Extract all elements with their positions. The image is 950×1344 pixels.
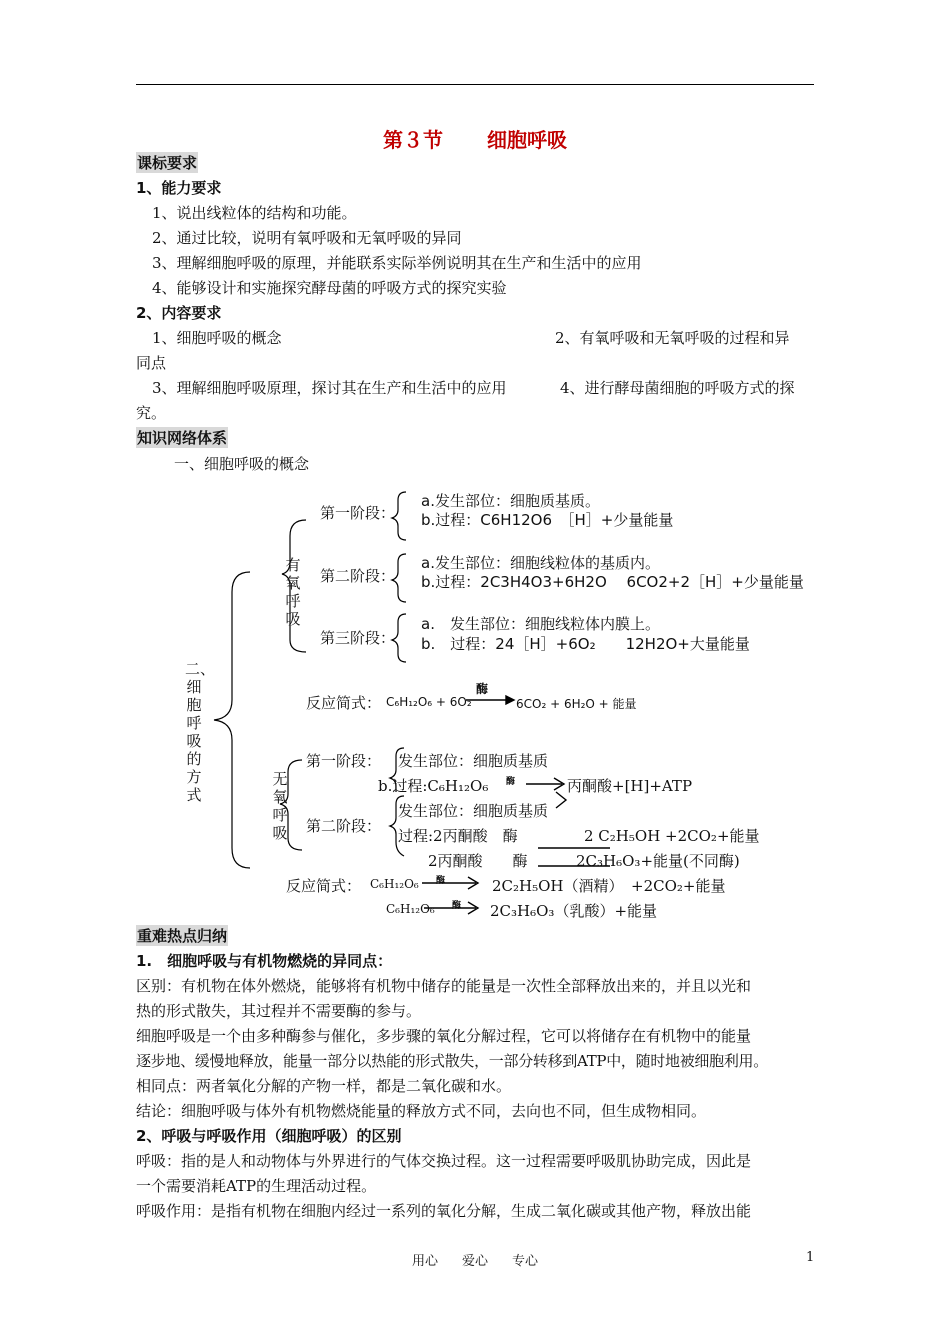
point1-heading: 1. 细胞呼吸与有机物燃烧的异同点： bbox=[136, 952, 393, 970]
modes-label: 二、细胞呼吸的方式 bbox=[185, 660, 216, 804]
content-item-4-cont: 究。 bbox=[136, 404, 167, 422]
ability-item-2: 2、通过比较，说明有氧呼吸和无氧呼吸的异同 bbox=[152, 229, 462, 247]
title-section-number: 第３节 bbox=[383, 128, 443, 152]
anaerobic-stage1-name: 第一阶段： bbox=[306, 752, 382, 770]
aerobic-stage2-name: 第二阶段： bbox=[320, 567, 396, 585]
aerobic-label: 有氧呼吸 bbox=[285, 556, 301, 628]
footer-word-3: 专心 bbox=[512, 1254, 539, 1269]
aerobic-summary-enzyme: 酶 bbox=[476, 682, 489, 696]
aerobic-stage3-site: a. 发生部位：细胞线粒体内膜上。 bbox=[421, 615, 660, 633]
point2-para1: 呼吸：指的是人和动物体与外界进行的气体交换过程。这一过程需要呼吸肌协助完成，因此是 bbox=[136, 1152, 752, 1170]
footer-word-2: 爱心 bbox=[461, 1254, 488, 1269]
anaerobic-stage2-products-2: 2C₃H₆O₃+能量(不同酶) bbox=[576, 852, 740, 870]
anaerobic-stage2-process-2: 2丙酮酸 酶 bbox=[428, 852, 528, 870]
footer-word-1: 用心 bbox=[411, 1254, 438, 1269]
point1-para3: 相同点：两者氧化分解的产物一样，都是二氧化碳和水。 bbox=[136, 1077, 512, 1095]
aerobic-stage1-site: a.发生部位：细胞质基质。 bbox=[421, 492, 600, 510]
concept-title: 一、细胞呼吸的概念 bbox=[174, 455, 310, 473]
point1-para4: 结论：细胞呼吸与体外有机物燃烧能量的释放方式不同，去向也不同，但生成物相同。 bbox=[136, 1102, 707, 1120]
anaerobic-stage2-site: 发生部位：细胞质基质 bbox=[398, 802, 549, 820]
point1-para1: 区别：有机物在体外燃烧，能够将有机物中储存的能量是一次性全部释放出来的，并且以光和 bbox=[136, 977, 752, 995]
point1-para2: 细胞呼吸是一个由多种酶参与催化，多步骤的氧化分解过程，它可以将储存在有机物中的能量 bbox=[136, 1027, 752, 1045]
curriculum-heading: 课标要求 bbox=[137, 154, 198, 172]
point2-para1-cont: 一个需要消耗ATP的生理活动过程。 bbox=[136, 1177, 377, 1195]
aerobic-stage2-process: b.过程：2C3H4O3+6H2O 6CO2+2［H］+少量能量 bbox=[421, 573, 804, 591]
content-heading: 2、内容要求 bbox=[136, 304, 222, 322]
anaerobic-eq1-reactant: C₆H₁₂O₆ bbox=[370, 877, 419, 891]
aerobic-stage3-name: 第三阶段： bbox=[320, 629, 396, 647]
anaerobic-stage1-site: 发生部位：细胞质基质 bbox=[398, 752, 549, 770]
ability-heading: 1、能力要求 bbox=[136, 179, 222, 197]
anaerobic-stage2-process-1: 过程:2丙酮酸 酶 bbox=[398, 827, 518, 845]
aerobic-stage2-site: a.发生部位：细胞线粒体的基质内。 bbox=[421, 554, 660, 572]
anaerobic-stage1-products: 丙酮酸+[H]+ATP bbox=[567, 777, 693, 795]
content-item-4: 4、进行酵母菌细胞的呼吸方式的探 bbox=[560, 379, 795, 397]
content-item-3: 3、理解细胞呼吸原理，探讨其在生产和生活中的应用 bbox=[152, 379, 507, 397]
content-item-2-cont: 同点 bbox=[136, 354, 167, 372]
aerobic-stage1-process: b.过程：C6H12O6 ［H］+少量能量 bbox=[421, 511, 674, 529]
anaerobic-eq1-enzyme: 酶 bbox=[436, 876, 446, 886]
aerobic-summary-label: 反应简式： bbox=[306, 694, 382, 712]
anaerobic-stage2-name: 第二阶段： bbox=[306, 817, 382, 835]
point1-para1-cont: 热的形式散失，其过程并不需要酶的参与。 bbox=[136, 1002, 422, 1020]
content-item-2: 2、有氧呼吸和无氧呼吸的过程和异 bbox=[555, 329, 790, 347]
anaerobic-eq2-enzyme: 酶 bbox=[452, 901, 462, 911]
aerobic-stage1-name: 第一阶段： bbox=[320, 504, 396, 522]
anaerobic-stage1-enzyme: 酶 bbox=[506, 777, 516, 787]
aerobic-summary-products: 6CO₂ + 6H₂O + 能量 bbox=[516, 697, 637, 711]
network-heading: 知识网络体系 bbox=[137, 429, 228, 447]
point2-heading: 2、呼吸与呼吸作用（细胞呼吸）的区别 bbox=[136, 1127, 402, 1145]
page-number: 1 bbox=[806, 1250, 815, 1265]
ability-item-4: 4、能够设计和实施探究酵母菌的呼吸方式的探究实验 bbox=[152, 279, 507, 297]
title-topic: 细胞呼吸 bbox=[487, 128, 567, 152]
anaerobic-summary-label: 反应简式： bbox=[286, 877, 362, 895]
ability-item-1: 1、说出线粒体的结构和功能。 bbox=[152, 204, 357, 222]
point2-para2: 呼吸作用：是指有机物在细胞内经过一系列的氧化分解，生成二氧化碳或其他产物，释放出能 bbox=[136, 1202, 752, 1220]
content-item-1: 1、细胞呼吸的概念 bbox=[152, 329, 282, 347]
key-points-heading: 重难热点归纳 bbox=[137, 927, 228, 945]
ability-item-3: 3、理解细胞呼吸的原理，并能联系实际举例说明其在生产和生活中的应用 bbox=[152, 254, 642, 272]
anaerobic-eq2-products: 2C₃H₆O₃（乳酸）+能量 bbox=[490, 902, 658, 920]
anaerobic-stage2-products-1: 2 C₂H₅OH +2CO₂+能量 bbox=[584, 827, 760, 845]
point1-para2-cont: 逐步地、缓慢地释放，能量一部分以热能的形式散失，一部分转移到ATP中，随时地被细胞利用。 bbox=[136, 1052, 768, 1070]
aerobic-stage3-process: b. 过程：24［H］+6O₂ 12H2O+大量能量 bbox=[421, 635, 750, 653]
anaerobic-eq2-reactant: C₆H₁₂O₆ bbox=[386, 902, 435, 916]
anaerobic-stage1-process: b.过程:C₆H₁₂O₆ bbox=[378, 777, 489, 795]
anaerobic-label: 无氧呼吸 bbox=[272, 770, 288, 842]
anaerobic-eq1-products: 2C₂H₅OH（酒精） +2CO₂+能量 bbox=[492, 877, 726, 895]
aerobic-summary-reactants: C₆H₁₂O₆ + 6O₂ bbox=[386, 695, 472, 709]
